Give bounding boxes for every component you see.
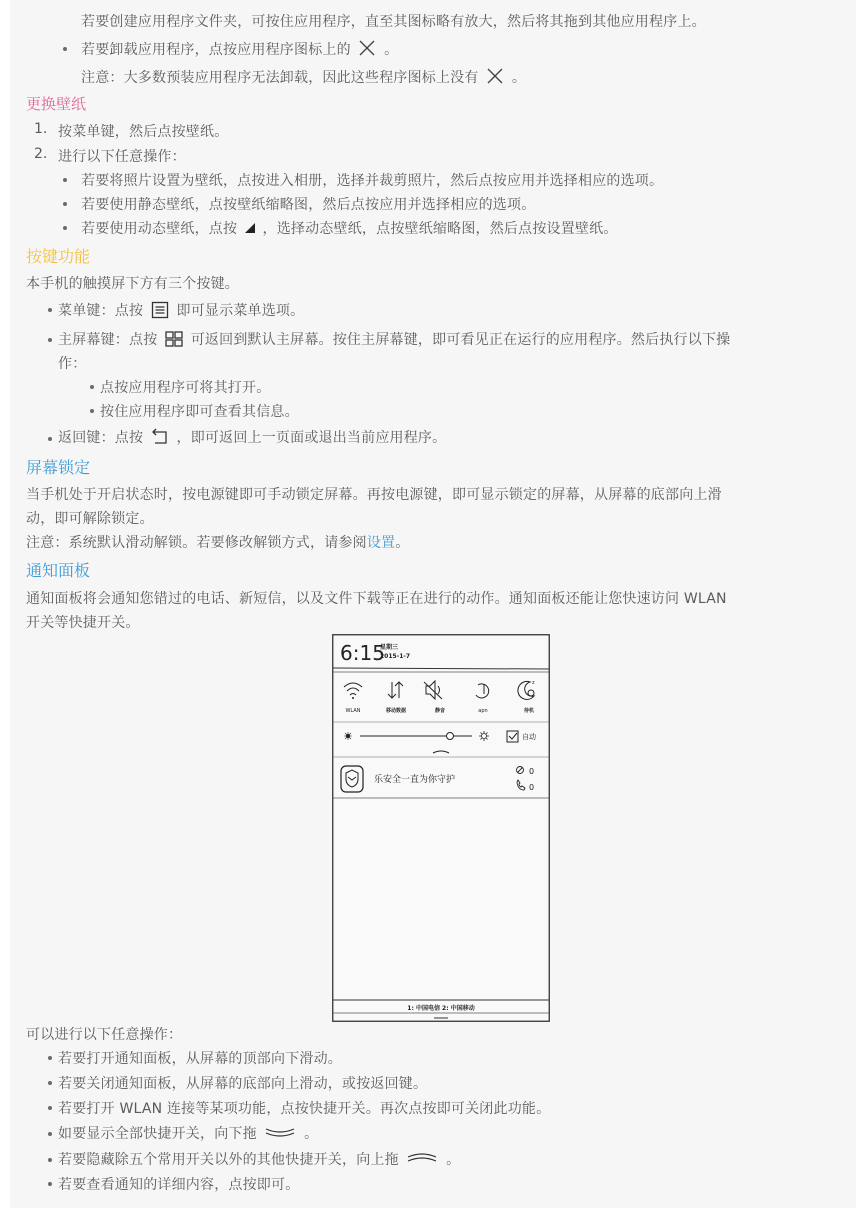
back-key-text: 返回键：点按 bbox=[58, 430, 144, 446]
drag-up-icon bbox=[406, 1153, 438, 1163]
hide-switches-end: 。 bbox=[446, 1152, 461, 1168]
keys-heading: 按键功能 bbox=[26, 247, 91, 266]
screen-lock-line-2: 动，即可解除锁定。 bbox=[26, 511, 154, 527]
bullet bbox=[48, 1182, 52, 1186]
back-key-text-end: ，即可返回上一页面或退出当前应用程序。 bbox=[176, 430, 447, 446]
bullet bbox=[63, 178, 67, 182]
bullet bbox=[48, 1106, 52, 1110]
hide-switches-text: 若要隐藏除五个常用开关以外的其他快捷开关，向上拖 bbox=[58, 1152, 399, 1168]
screen-lock-note-text: 注意：系统默认滑动解锁。若要修改解锁方式，请参阅 bbox=[26, 535, 367, 551]
live-wallpaper-text-end: ，选择动态壁纸，点按壁纸缩略图，然后点按设置壁纸。 bbox=[262, 221, 618, 237]
toggle-label: 静音 bbox=[434, 708, 446, 714]
toggle-label: WLAN bbox=[345, 708, 361, 714]
auto-brightness-label: 自动 bbox=[522, 733, 536, 741]
menu-key-icon bbox=[151, 301, 169, 319]
back-key-icon bbox=[151, 427, 169, 445]
toggle-label: apn bbox=[478, 708, 488, 714]
bullet bbox=[63, 202, 67, 206]
notification-text[interactable]: 乐安全一直为你守护 bbox=[374, 775, 456, 785]
carrier-label: 1: 中国电信 2: 中国移动 bbox=[407, 1005, 475, 1012]
uninstall-text: 若要卸载应用程序，点按应用程序图标上的 bbox=[81, 42, 351, 58]
screen-lock-note bbox=[26, 532, 409, 552]
bullet bbox=[63, 47, 67, 51]
manual-page bbox=[10, 0, 856, 1208]
operation-close-panel: 若要关闭通知面板，从屏幕的底部向上滑动，或按返回键。 bbox=[58, 1076, 428, 1092]
drag-down-icon bbox=[264, 1127, 296, 1137]
uninstall-note-text: 注意：大多数预装应用程序无法卸载，因此这些程序图标上没有 bbox=[81, 70, 479, 86]
uninstall-end: 。 bbox=[384, 42, 399, 58]
notification-panel-sketch bbox=[332, 634, 550, 1022]
uninstall-note bbox=[81, 67, 526, 87]
menu-key-text: 菜单键：点按 bbox=[58, 303, 144, 319]
wallpaper-heading: 更换壁纸 bbox=[26, 95, 87, 113]
brightness-low-icon bbox=[344, 732, 352, 740]
step-number: 2. bbox=[34, 146, 48, 162]
wallpaper-option-static: 若要使用静态壁纸，点按壁纸缩略图，然后点按应用并选择相应的选项。 bbox=[81, 197, 536, 213]
operation-view-details: 若要查看通知的详细内容，点按即可。 bbox=[58, 1177, 300, 1193]
home-key-description-end: 作： bbox=[58, 356, 87, 372]
toggle-label: 待机 bbox=[523, 708, 535, 714]
home-key-description bbox=[58, 329, 730, 349]
weekday-label: 星期三 bbox=[380, 644, 399, 651]
bullet bbox=[48, 1056, 52, 1060]
home-key-text-cont: 可返回到默认主屏幕。按住主屏幕键，即可看见正在运行的应用程序。然后执行以下操 bbox=[190, 332, 731, 348]
menu-key-text-end: 即可显示菜单选项。 bbox=[176, 303, 305, 319]
wallpaper-option-live bbox=[81, 218, 618, 238]
bullet bbox=[90, 409, 94, 413]
operation-show-all-switches bbox=[58, 1123, 318, 1143]
screen-lock-heading: 屏幕锁定 bbox=[26, 458, 91, 477]
bullet bbox=[90, 385, 94, 389]
bullet bbox=[63, 226, 67, 230]
bullet bbox=[48, 1132, 52, 1136]
operation-open-panel: 若要打开通知面板，从屏幕的顶部向下滑动。 bbox=[58, 1051, 342, 1067]
clock-time: 6:15 bbox=[340, 641, 385, 665]
screen-lock-note-end: 。 bbox=[395, 535, 410, 551]
home-sub-info: 按住应用程序即可查看其信息。 bbox=[100, 404, 299, 420]
svg-text:z: z bbox=[532, 680, 535, 686]
step-number: 1. bbox=[34, 121, 48, 137]
close-icon bbox=[358, 39, 376, 57]
notification-panel-heading: 通知面板 bbox=[26, 561, 91, 580]
back-key-description bbox=[58, 427, 446, 447]
close-icon bbox=[486, 67, 504, 85]
screen-lock-line-1: 当手机处于开启状态时，按电源键即可手动锁定屏幕。再按电源键，即可显示锁定的屏幕，从屏幕的底部向上滑 bbox=[26, 487, 722, 503]
folder-instruction: 若要创建应用程序文件夹，可按住应用程序，直至其图标略有放大，然后将其拖到其他应用程序上。 bbox=[81, 14, 706, 30]
wallpaper-step-1: 按菜单键，然后点按壁纸。 bbox=[58, 124, 229, 140]
show-switches-end: 。 bbox=[304, 1126, 319, 1142]
home-key-icon bbox=[165, 331, 183, 347]
settings-link[interactable]: 设置 bbox=[366, 535, 396, 551]
uninstall-note-end: 。 bbox=[511, 70, 527, 86]
bullet bbox=[48, 437, 52, 441]
home-sub-open: 点按应用程序可将其打开。 bbox=[100, 380, 271, 396]
home-key-text: 主屏幕键：点按 bbox=[58, 332, 158, 348]
wallpaper-step-2: 进行以下任意操作： bbox=[58, 149, 186, 165]
notification-intro-line-2: 开关等快捷开关。 bbox=[26, 615, 140, 631]
operations-intro: 可以进行以下任意操作： bbox=[26, 1027, 183, 1043]
uninstall-instruction bbox=[81, 39, 398, 59]
show-switches-text: 如要显示全部快捷开关，向下拖 bbox=[58, 1126, 257, 1142]
brightness-slider-thumb[interactable] bbox=[447, 733, 454, 740]
blocked-message-count: 0 bbox=[529, 767, 535, 776]
operation-toggle-switch: 若要打开 WLAN 连接等某项功能，点按快捷开关。再次点按即可关闭此功能。 bbox=[58, 1101, 551, 1117]
corner-triangle-icon bbox=[244, 222, 256, 234]
live-wallpaper-text: 若要使用动态壁纸，点按 bbox=[81, 221, 238, 237]
notification-intro-line-1: 通知面板将会通知您错过的电话、新短信，以及文件下载等正在进行的动作。通知面板还能让您快速访问 WLAN bbox=[26, 591, 727, 607]
blocked-call-count: 0 bbox=[529, 783, 535, 792]
bullet bbox=[48, 308, 52, 312]
menu-key-description bbox=[58, 300, 304, 320]
operation-hide-switches bbox=[58, 1149, 460, 1169]
wallpaper-option-photo: 若要将照片设置为壁纸，点按进入相册，选择并裁剪照片，然后点按应用并选择相应的选项。 bbox=[81, 173, 664, 189]
bullet bbox=[48, 1081, 52, 1085]
bullet bbox=[48, 1158, 52, 1162]
bullet bbox=[48, 338, 52, 342]
toggle-label: 移动数据 bbox=[385, 708, 407, 714]
date-label: 2015-1-7 bbox=[380, 653, 411, 660]
keys-intro: 本手机的触摸屏下方有三个按键。 bbox=[26, 276, 239, 292]
